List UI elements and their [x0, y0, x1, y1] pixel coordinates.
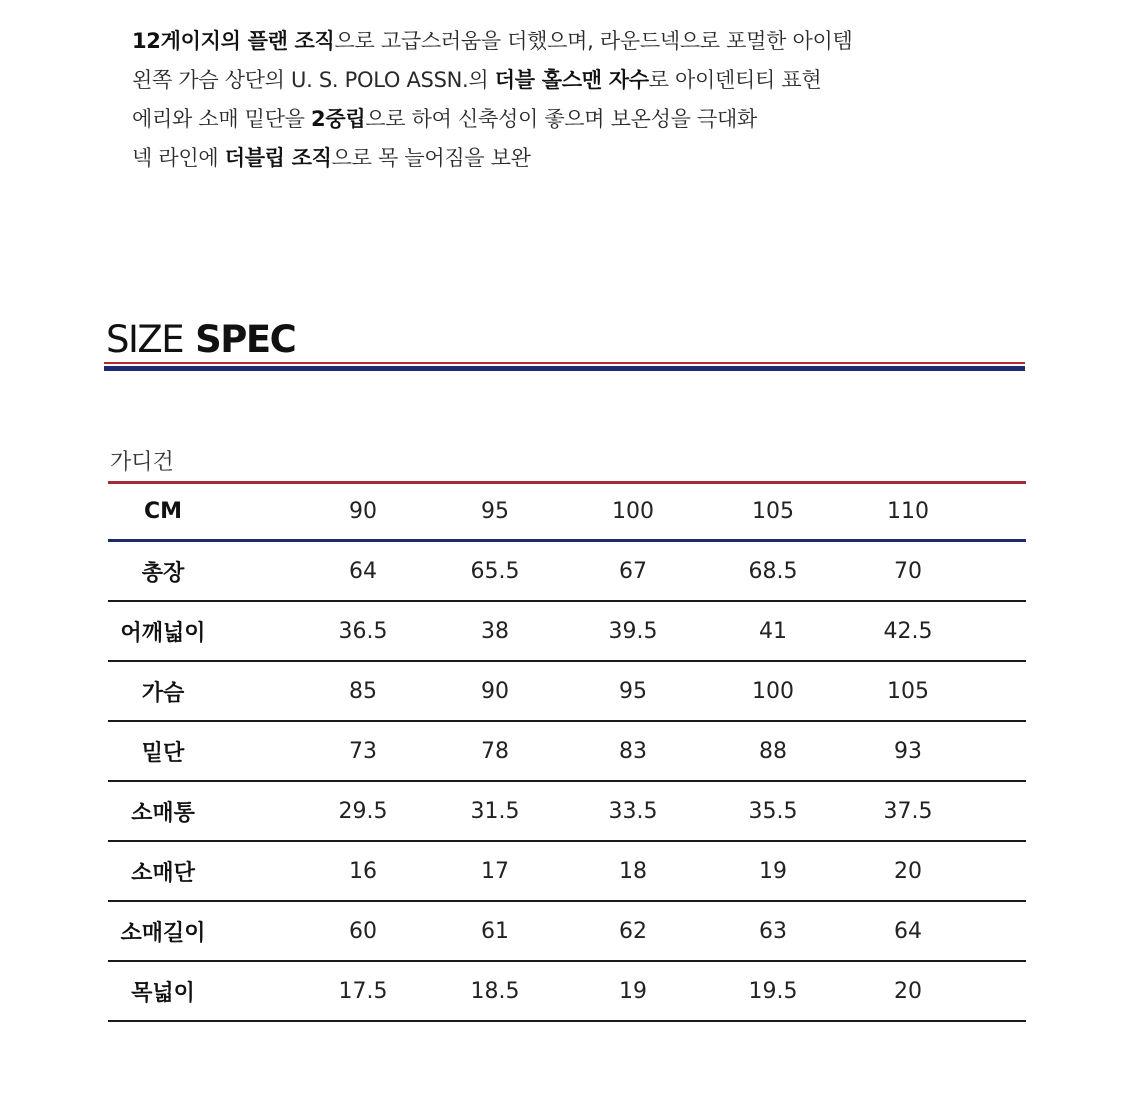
table-cell: 38 — [481, 618, 509, 644]
table-row — [108, 782, 1026, 842]
table-row — [108, 542, 1026, 602]
description-text: 으로 하여 신축성이 좋으며 보온성을 극대화 — [365, 107, 757, 131]
table-cell: 63 — [759, 918, 787, 944]
table-cell: 70 — [894, 558, 922, 584]
description-line — [132, 139, 1032, 178]
table-cell: 100 — [752, 678, 794, 704]
description-text: 으로 목 늘어짐을 보완 — [331, 146, 531, 170]
table-row — [108, 842, 1026, 902]
category-label: 가디건 — [110, 450, 174, 475]
table-cell: 39.5 — [608, 618, 658, 644]
table-cell: 95 — [619, 678, 647, 704]
header-size: 90 — [349, 499, 377, 524]
table-cell: 64 — [894, 918, 922, 944]
size-spec-table — [108, 484, 1026, 1022]
table-cell: 33.5 — [608, 798, 658, 824]
table-cell: 20 — [894, 978, 922, 1004]
table-cell: 60 — [349, 918, 377, 944]
table-row — [108, 662, 1026, 722]
description-text: 로 아이덴티티 표현 — [648, 68, 822, 92]
table-cell: 65.5 — [470, 558, 520, 584]
description-text: 왼쪽 가슴 상단의 U. S. POLO ASSN.의 — [132, 68, 495, 92]
header-size: 100 — [612, 499, 654, 524]
table-cell: 18.5 — [470, 978, 520, 1004]
description-highlight: 2중립 — [311, 107, 366, 131]
table-cell: 68.5 — [748, 558, 798, 584]
table-header-row — [108, 484, 1026, 542]
description-line — [132, 61, 1032, 100]
table-cell: 105 — [887, 678, 929, 704]
row-label: 총장 — [141, 560, 185, 586]
table-cell: 73 — [349, 738, 377, 764]
table-cell: 62 — [619, 918, 647, 944]
table-cell: 37.5 — [883, 798, 933, 824]
table-body — [108, 542, 1026, 1022]
table-cell: 42.5 — [883, 618, 933, 644]
table-cell: 78 — [481, 738, 509, 764]
description-highlight: 더블립 조직 — [224, 146, 332, 170]
product-description — [132, 22, 1032, 178]
header-size: 95 — [481, 499, 509, 524]
table-row — [108, 962, 1026, 1022]
size-spec-title — [106, 318, 295, 362]
description-text: 으로 고급스러움을 더했으며, 라운드넥으로 포멀한 아이템 — [334, 29, 853, 53]
table-cell: 93 — [894, 738, 922, 764]
header-size: 110 — [887, 499, 929, 524]
row-label: 소매길이 — [120, 920, 206, 946]
description-text: 에리와 소매 밑단을 — [132, 107, 312, 131]
table-cell: 31.5 — [470, 798, 520, 824]
table-cell: 19 — [619, 978, 647, 1004]
table-row — [108, 902, 1026, 962]
table-cell: 19.5 — [748, 978, 798, 1004]
description-text: 넥 라인에 — [132, 146, 225, 170]
table-cell: 19 — [759, 858, 787, 884]
description-line — [132, 100, 1032, 139]
row-label: 밑단 — [141, 740, 185, 766]
table-cell: 35.5 — [748, 798, 798, 824]
table-cell: 17 — [481, 858, 509, 884]
description-line — [132, 22, 1032, 61]
row-label: 소매단 — [131, 860, 195, 886]
table-cell: 18 — [619, 858, 647, 884]
title-divider-red — [104, 362, 1025, 364]
header-unit-label: CM — [143, 499, 183, 524]
table-cell: 17.5 — [338, 978, 388, 1004]
table-cell: 61 — [481, 918, 509, 944]
table-cell: 90 — [481, 678, 509, 704]
table-cell: 67 — [619, 558, 647, 584]
row-label: 가슴 — [141, 680, 185, 706]
table-cell: 36.5 — [338, 618, 388, 644]
header-size: 105 — [752, 499, 794, 524]
table-cell: 83 — [619, 738, 647, 764]
table-cell: 41 — [759, 618, 787, 644]
size-spec-title-light: SIZE — [106, 318, 184, 361]
description-highlight: 더블 홀스맨 자수 — [494, 68, 649, 92]
table-cell: 64 — [349, 558, 377, 584]
table-cell: 20 — [894, 858, 922, 884]
table-cell: 85 — [349, 678, 377, 704]
table-row — [108, 602, 1026, 662]
table-cell: 16 — [349, 858, 377, 884]
description-highlight: 12게이지의 플랜 조직 — [132, 29, 335, 53]
table-cell: 88 — [759, 738, 787, 764]
title-divider-blue — [104, 366, 1025, 371]
row-label: 소매통 — [131, 800, 195, 826]
row-label: 어깨넓이 — [120, 620, 206, 646]
table-cell: 29.5 — [338, 798, 388, 824]
row-label: 목넓이 — [131, 980, 195, 1006]
table-row — [108, 722, 1026, 782]
size-spec-title-bold: SPEC — [195, 318, 296, 361]
